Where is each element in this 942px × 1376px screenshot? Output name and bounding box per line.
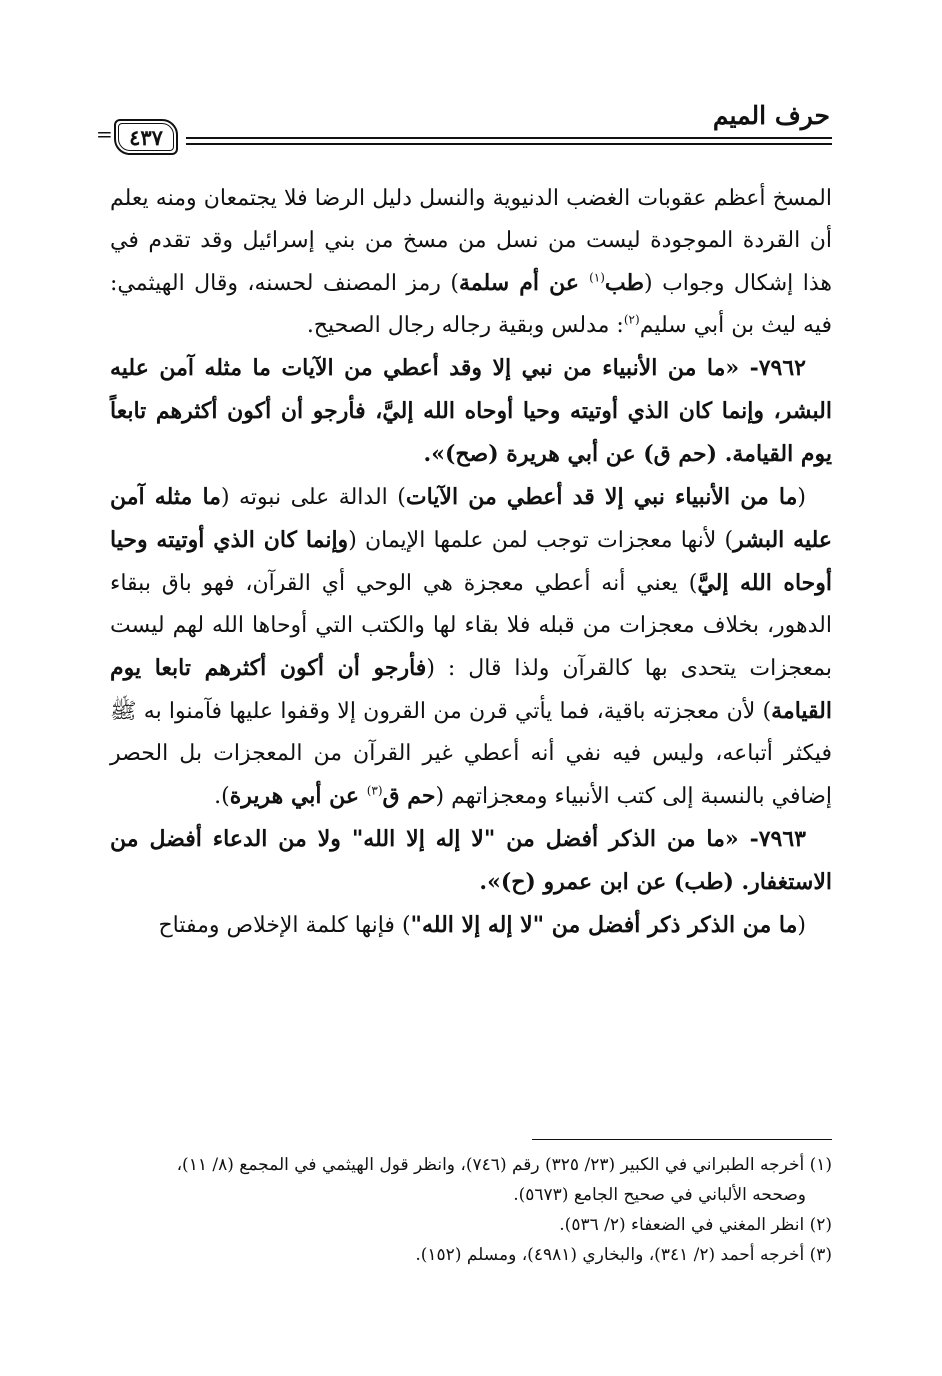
paragraph-commentary-1 bbox=[110, 178, 832, 347]
chapter-title: حرف الميم bbox=[712, 101, 830, 130]
text-segment: : مدلس وبقية رجاله رجال الصحيح. bbox=[306, 313, 624, 338]
header-ornament: = bbox=[96, 122, 113, 146]
text-segment: ٧٩٦٣- «ما من الذكر أفضل من "لا إله إلا الله" ولا من الدعاء أفضل من الاستغفار. (طب) عن ابن عمرو (ح)». bbox=[110, 826, 832, 895]
text-segment: ما مثله آمن عليه البشر bbox=[110, 484, 832, 553]
footnote-3: (٣) أخرجه أحمد (٢/ ٣٤١)، والبخاري (٤٩٨١)، ومسلم (١٥٢). bbox=[415, 1245, 832, 1265]
text-segment: فأرجو أن أكون أكثرهم تابعا يوم القيامة bbox=[110, 655, 832, 724]
page-number-frame bbox=[114, 119, 178, 155]
text-segment: ٧٩٦٢- «ما من الأنبياء من نبي إلا وقد أعطي من الآيات ما مثله آمن عليه البشر، وإنما كان الذي أوتيته وحيا أوحاه الله إليَّ، فأرجو أن أكون أكثرهم تابعاً يوم القيامة. (حم ق) عن أبي هريرة (صح)». bbox=[110, 355, 832, 467]
footnote-1: (١) أخرجه الطبراني في الكبير (٢٣/ ٣٢٥) رقم (٧٤٦)، وانظر قول الهيثمي في المجمع (٨/ ١١)، bbox=[176, 1155, 832, 1175]
footnotes bbox=[110, 1150, 832, 1270]
text-segment: المسخ أعظم عقوبات الغضب الدنيوية والنسل دليل الرضا فلا يجتمعان ومنه يعلم أن القردة الموجودة ليست من نسل من مسخ من بني إسرائيل وقد تقدم في هذا إشكال وجواب ( bbox=[110, 186, 832, 296]
text-segment: ( bbox=[797, 485, 807, 510]
text-segment: ما من الذكر ذكر أفضل من "لا إله إلا الله" bbox=[410, 912, 798, 938]
footnote-1-continued: وصححه الألباني في صحيح الجامع (٥٦٧٣). bbox=[513, 1185, 806, 1205]
paragraph-commentary-3 bbox=[110, 904, 832, 947]
paragraph-commentary-2 bbox=[110, 476, 832, 818]
text-segment: ( bbox=[797, 913, 806, 938]
text-segment: عن أبي هريرة bbox=[229, 783, 367, 809]
text-segment: وإنما كان الذي أوتيته وحيا أوحاه الله إليَّ bbox=[110, 527, 832, 596]
footnote-marker: (٣) bbox=[366, 783, 383, 798]
text-segment: ) لأنها معجزات توجب لمن علمها الإيمان ( bbox=[348, 528, 734, 553]
text-segment: ) لأن معجزته باقية، فما يأتي قرن من القرون إلا وقفوا عليها فآمنوا به ﷺ فيكثر أتباعه، وليس فيه نفي أنه أعطي غير القرآن من المعجزات بل الحصر إضافي بالنسبة إلى كتب الأنبياء ومعجزاتهم ( bbox=[110, 699, 832, 809]
text-segment: عن أم سلمة bbox=[458, 270, 590, 296]
text-segment: طب bbox=[604, 270, 645, 296]
text-segment: ) فإنها كلمة الإخلاص ومفتاح bbox=[158, 913, 411, 938]
text-segment: ) يعني أنه أعطي معجزة هي الوحي أي القرآن، فهو باق ببقاء الدهور، بخلاف معجزات من قبله فلا بقاء لها والكتب التي أوحاها الله لهم ليست بمعجزات يتحدى بها كالقرآن ولذا قال : ( bbox=[110, 571, 832, 681]
text-segment: ما من الأنبياء نبي إلا قد أعطي من الآيات bbox=[405, 484, 798, 510]
text-segment: ) الدالة على نبوته ( bbox=[220, 485, 406, 510]
main-text bbox=[110, 178, 832, 947]
footnote-marker: (١) bbox=[589, 270, 605, 285]
hadith-7962 bbox=[110, 347, 832, 476]
text-segment: حم ق bbox=[382, 783, 436, 809]
footnote-marker: (٢) bbox=[623, 312, 640, 327]
text-segment: ) رمز المصنف لحسنه، وقال الهيثمي: فيه ليث بن أبي سليم bbox=[110, 271, 832, 338]
header-rule-bottom bbox=[186, 143, 832, 145]
hadith-7963 bbox=[110, 818, 832, 904]
text-segment: ). bbox=[214, 784, 230, 809]
footnote-2: (٢) انظر المغني في الضعفاء (٢/ ٥٣٦). bbox=[559, 1215, 832, 1235]
footnote-separator bbox=[532, 1139, 832, 1140]
page-number: ٤٣٧ bbox=[129, 124, 163, 150]
header-rule-top bbox=[186, 137, 832, 139]
